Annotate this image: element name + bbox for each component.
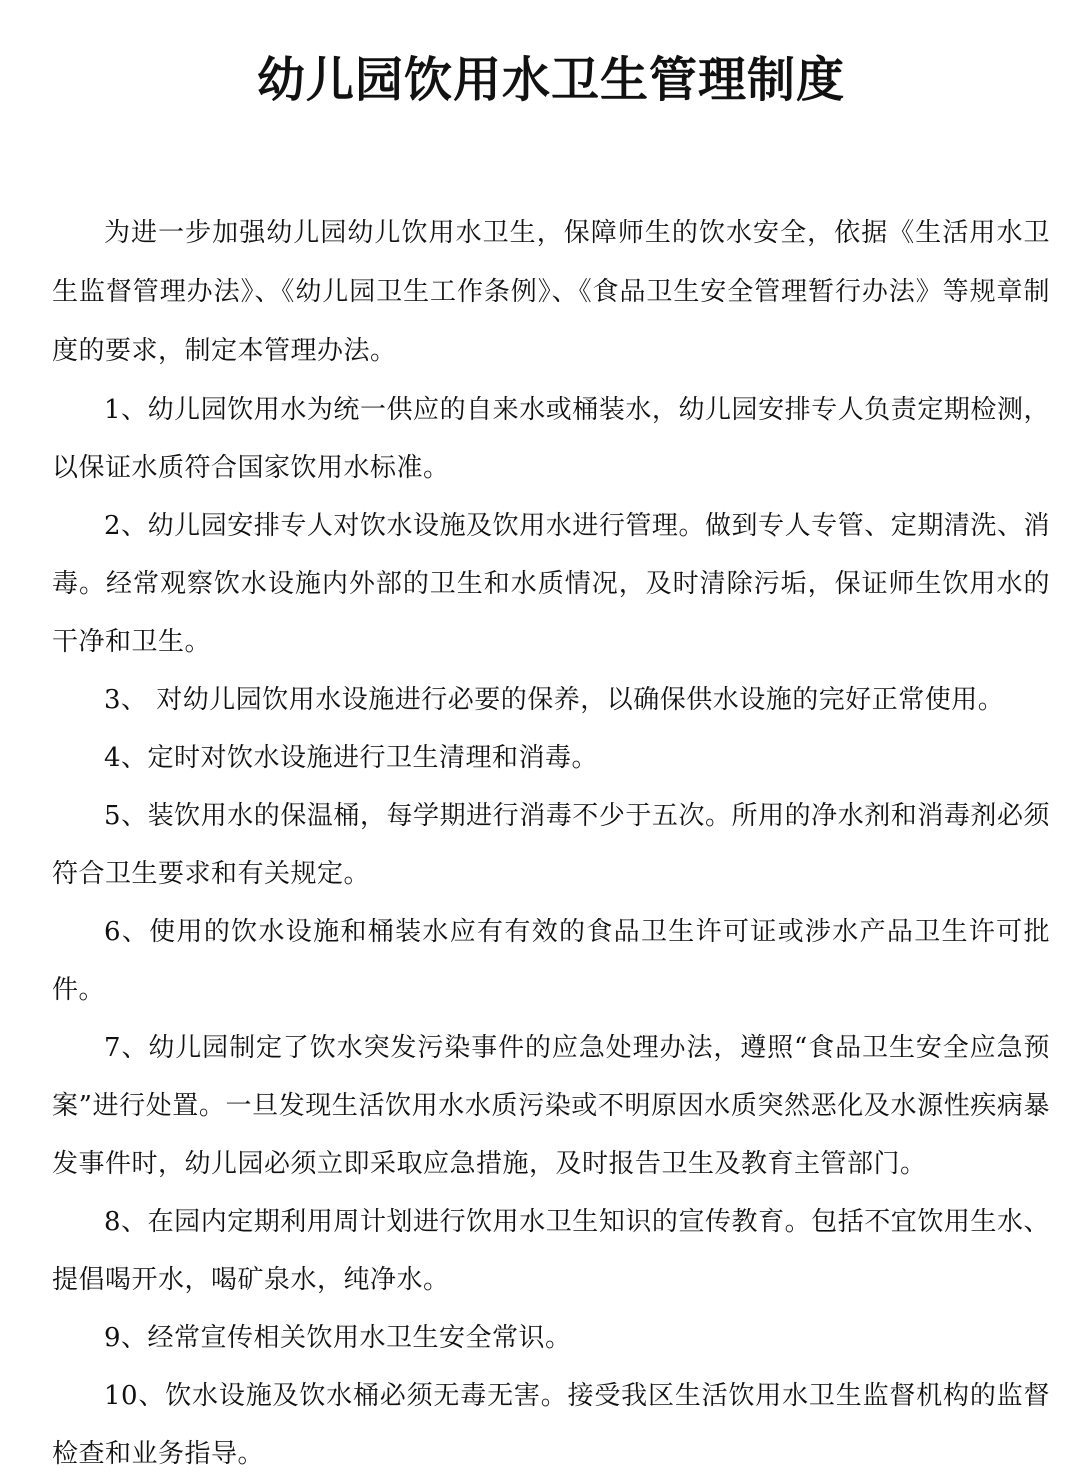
rule-item-4: 4、定时对饮水设施进行卫生清理和消毒。 [104,743,599,773]
rule-item-9: 9、经常宣传相关饮用水卫生安全常识。 [104,1323,572,1353]
rule-item-8: 8、在园内定期利用周计划进行饮用水卫生知识的宣传教育。包括不宜饮用生水、提倡喝开水，喝矿泉水，纯净水。 [52,1207,1050,1295]
rule-item-6: 6、使用的饮水设施和桶装水应有有效的食品卫生许可证或涉水产品卫生许可批件。 [52,917,1050,1005]
rule-item-7: 7、幼儿园制定了饮水突发污染事件的应急处理办法，遵照“食品卫生安全应急预案”进行处置。一旦发现生活饮用水水质污染或不明原因水质突然恶化及水源性疾病暴发事件时，幼儿园必须立即采取应急措施，及时报告卫生及教育主管部门。 [52,1033,1050,1179]
rule-item-2: 2、幼儿园安排专人对饮水设施及饮用水进行管理。做到专人专管、定期清洗、消毒。经常观察饮水设施内外部的卫生和水质情况，及时清除污垢，保证师生饮用水的干净和卫生。 [52,511,1050,657]
document-body [52,204,1050,1483]
document-title: 幼儿园饮用水卫生管理制度 [256,52,845,108]
rule-item-10: 10、饮水设施及饮水桶必须无毒无害。接受我区生活饮用水卫生监督机构的监督检查和业务指导。 [52,1381,1050,1469]
rule-item-1: 1、幼儿园饮用水为统一供应的自来水或桶装水，幼儿园安排专人负责定期检测，以保证水质符合国家饮用水标准。 [52,395,1050,483]
intro-paragraph: 为进一步加强幼儿园幼儿饮用水卫生，保障师生的饮水安全，依据《生活用水卫生监督管理办法》、《幼儿园卫生工作条例》、《食品卫生安全管理暂行办法》等规章制度的要求，制定本管理办法。 [52,218,1050,366]
rule-item-3: 3、 对幼儿园饮用水设施进行必要的保养，以确保供水设施的完好正常使用。 [104,685,1005,715]
rule-item-5: 5、装饮用水的保温桶，每学期进行消毒不少于五次。所用的净水剂和消毒剂必须符合卫生要求和有关规定。 [52,801,1050,889]
